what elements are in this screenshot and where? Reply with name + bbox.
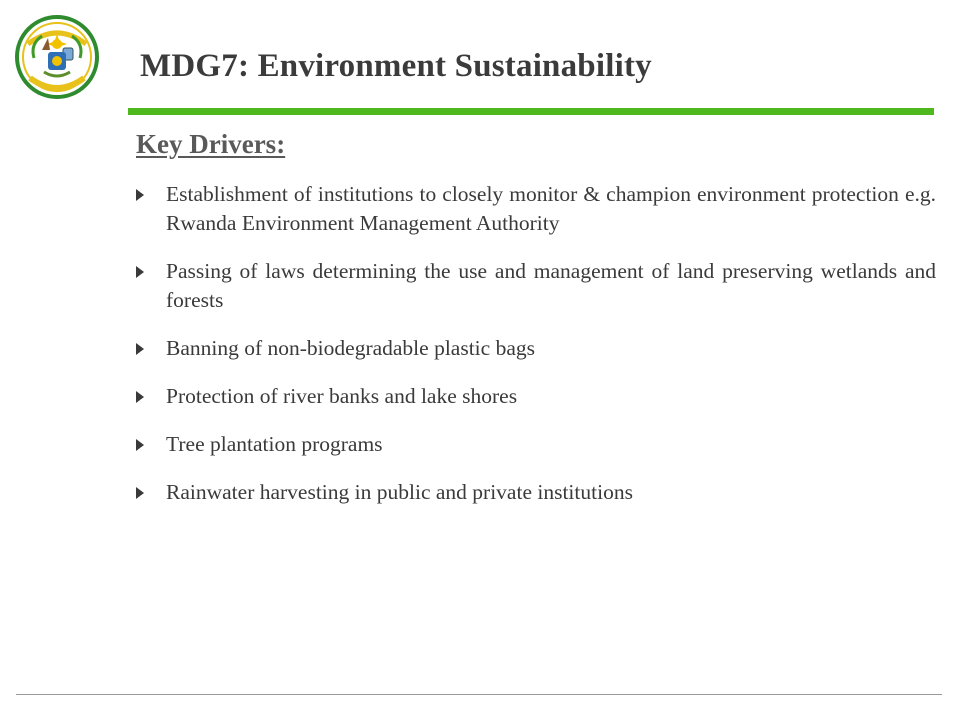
footer-divider xyxy=(16,694,942,695)
list-item xyxy=(136,257,936,315)
title-divider xyxy=(128,108,934,115)
list-item xyxy=(136,382,936,411)
list-item xyxy=(136,334,936,363)
list-item-text: Establishment of institutions to closely monitor & champion environment protection e.g. Rwanda Environment Management Authority xyxy=(166,182,936,235)
bullet-arrow-icon xyxy=(136,266,144,278)
bullet-arrow-icon xyxy=(136,189,144,201)
bullet-arrow-icon xyxy=(136,487,144,499)
page-title: MDG7: Environment Sustainability xyxy=(140,48,652,84)
bullet-arrow-icon xyxy=(136,391,144,403)
list-item-text: Protection of river banks and lake shores xyxy=(166,384,518,408)
list-item xyxy=(136,430,936,459)
key-drivers-list xyxy=(136,180,936,526)
bullet-arrow-icon xyxy=(136,439,144,451)
bullet-arrow-icon xyxy=(136,343,144,355)
list-item xyxy=(136,180,936,238)
list-item-text: Tree plantation programs xyxy=(166,432,383,456)
section-heading: Key Drivers: xyxy=(136,129,286,159)
list-item-text: Passing of laws determining the use and management of land preserving wetlands and forests xyxy=(166,259,936,312)
list-item-text: Rainwater harvesting in public and private institutions xyxy=(166,480,633,504)
rwanda-coat-of-arms-icon xyxy=(14,14,100,100)
list-item-text: Banning of non-biodegradable plastic bags xyxy=(166,336,535,360)
list-item xyxy=(136,478,936,507)
